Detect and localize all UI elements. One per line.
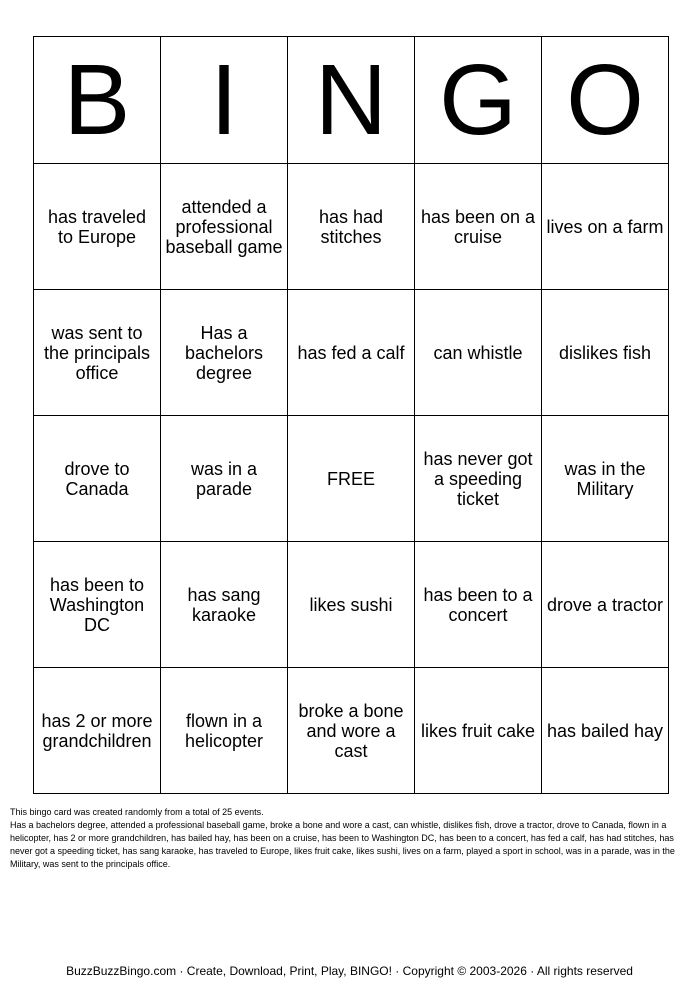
bingo-cell: attended a professional baseball game bbox=[161, 164, 288, 290]
bingo-cell: has had stitches bbox=[288, 164, 415, 290]
header-letter-o: O bbox=[542, 37, 669, 164]
header-letter-i: I bbox=[161, 37, 288, 164]
bingo-row bbox=[34, 542, 669, 668]
footer-events-list: Has a bachelors degree, attended a professional baseball game, broke a bone and wore a cast, can whistle, dislikes fish, drove a tractor, drove to Canada, flown in a helicopter, has 2 or more grandchildren, has bailed hay, has been on a cruise, has been to Washington DC, has been to a concert, has fed a calf, has had stitches, has never got a speeding ticket, has sang karaoke, has traveled to Europe, likes fruit cake, likes sushi, lives on a farm, played a sport in school, was in a parade, was in the Military, was sent to the principals office. bbox=[10, 820, 675, 869]
bingo-cell: broke a bone and wore a cast bbox=[288, 668, 415, 794]
copyright-line: BuzzBuzzBingo.com · Create, Download, Print, Play, BINGO! · Copyright © 2003-2026 · All rights reserved bbox=[66, 964, 633, 978]
bingo-row bbox=[34, 290, 669, 416]
bingo-cell: likes sushi bbox=[288, 542, 415, 668]
bingo-cell: was in the Military bbox=[542, 416, 669, 542]
bingo-cell: has been on a cruise bbox=[415, 164, 542, 290]
header-letter-n: N bbox=[288, 37, 415, 164]
bingo-row bbox=[34, 164, 669, 290]
footer-summary: This bingo card was created randomly from a total of 25 events. bbox=[10, 807, 264, 817]
bingo-row bbox=[34, 416, 669, 542]
bingo-cell: has 2 or more grandchildren bbox=[34, 668, 161, 794]
bingo-cell: likes fruit cake bbox=[415, 668, 542, 794]
bingo-cell: has been to Washington DC bbox=[34, 542, 161, 668]
bingo-cell: has never got a speeding ticket bbox=[415, 416, 542, 542]
bingo-cell: flown in a helicopter bbox=[161, 668, 288, 794]
bingo-cell: was in a parade bbox=[161, 416, 288, 542]
header-letter-g: G bbox=[415, 37, 542, 164]
bingo-cell: was sent to the principals office bbox=[34, 290, 161, 416]
bingo-cell: has sang karaoke bbox=[161, 542, 288, 668]
card-footer-note bbox=[10, 806, 690, 871]
bingo-cell: has traveled to Europe bbox=[34, 164, 161, 290]
bingo-card bbox=[33, 36, 669, 794]
bingo-cell: has bailed hay bbox=[542, 668, 669, 794]
bingo-cell: can whistle bbox=[415, 290, 542, 416]
bingo-cell: has fed a calf bbox=[288, 290, 415, 416]
bingo-cell: lives on a farm bbox=[542, 164, 669, 290]
bingo-cell: has been to a concert bbox=[415, 542, 542, 668]
bingo-free-cell: FREE bbox=[288, 416, 415, 542]
header-letter-b: B bbox=[34, 37, 161, 164]
bingo-cell: drove a tractor bbox=[542, 542, 669, 668]
bingo-cell: drove to Canada bbox=[34, 416, 161, 542]
bingo-header-row bbox=[34, 37, 669, 164]
bingo-row bbox=[34, 668, 669, 794]
bingo-cell: dislikes fish bbox=[542, 290, 669, 416]
bingo-cell: Has a bachelors degree bbox=[161, 290, 288, 416]
